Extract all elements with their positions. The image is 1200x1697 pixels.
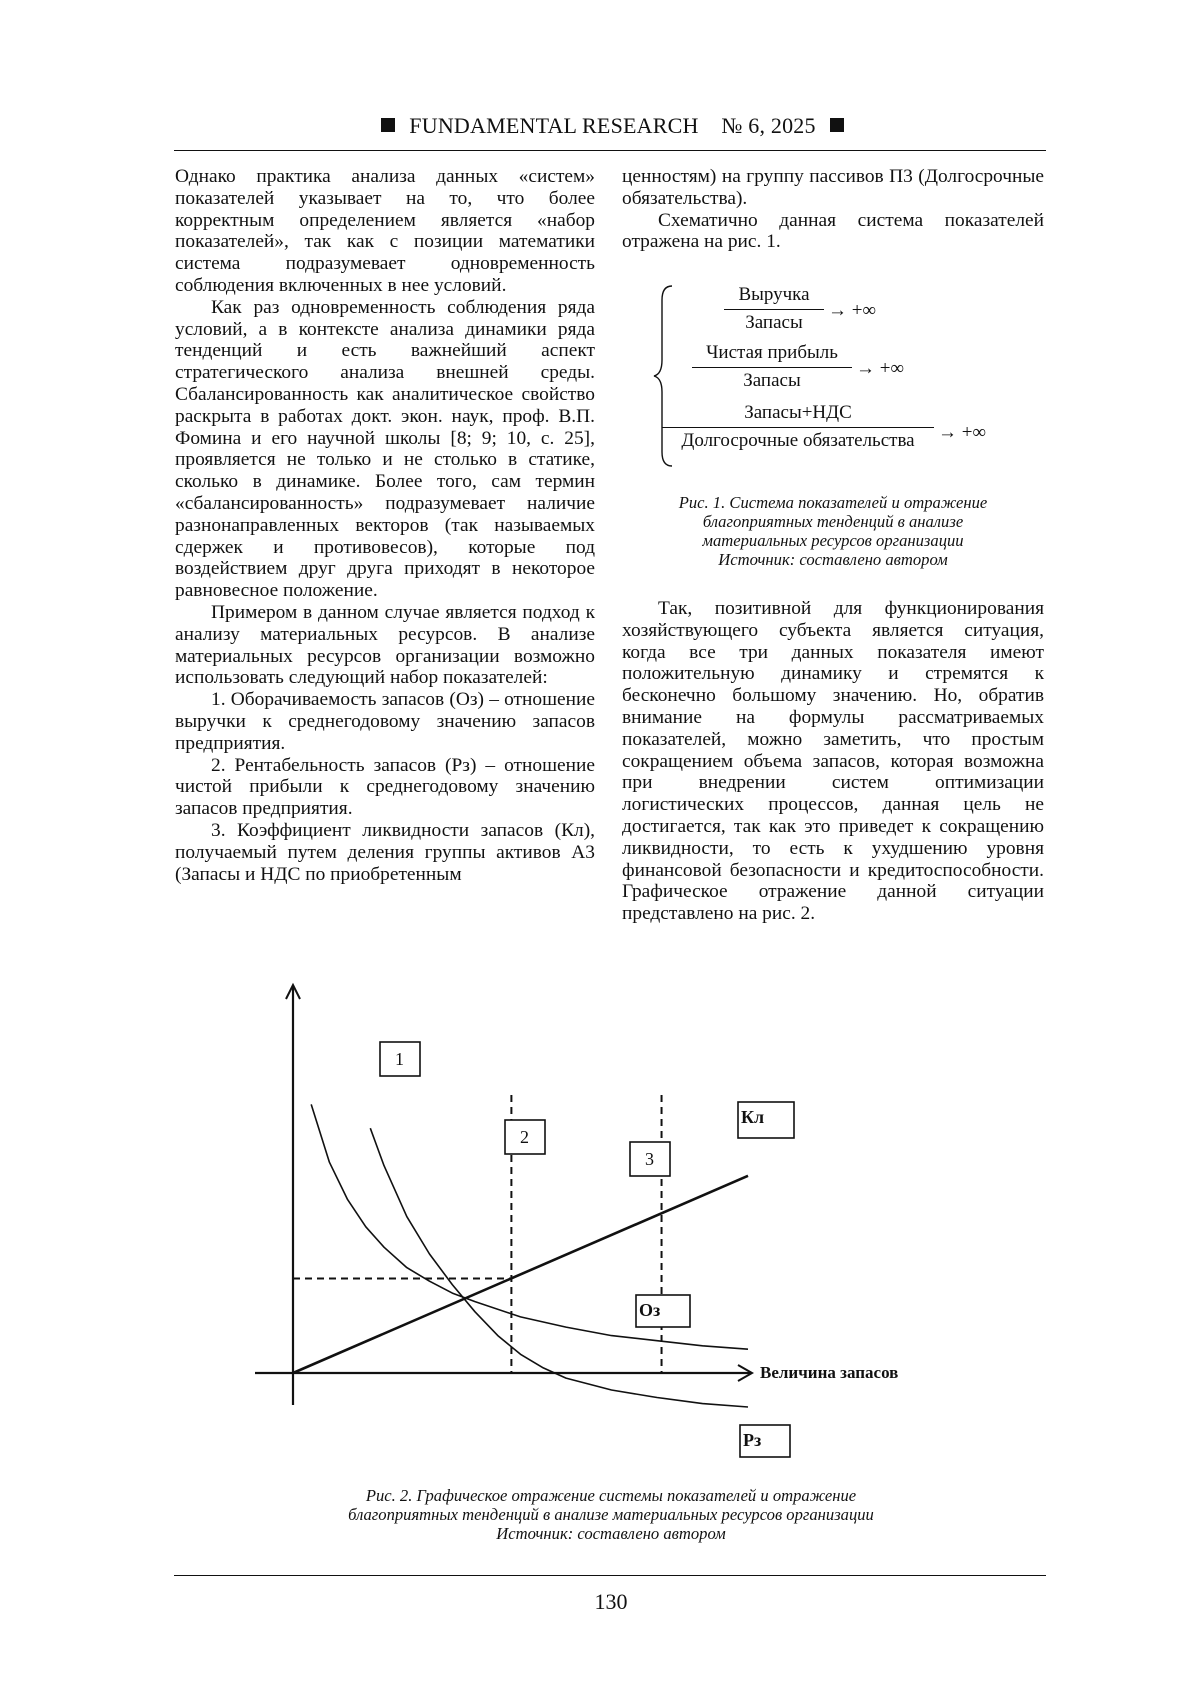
paragraph: Примером в данном случае является подход к анализу материальных ресурсов. В анализе материальных ресурсов организации возможно использовать следующий набор показателей:	[175, 601, 595, 689]
journal-name: FUNDAMENTAL RESEARCH	[409, 113, 699, 138]
paragraph: ценностям) на группу пассивов П3 (Долгосрочные обязательства).	[622, 166, 1044, 209]
series-label: Рз	[743, 1430, 762, 1450]
series-line-Рз	[370, 1128, 748, 1407]
formula-turnover	[724, 284, 824, 334]
header-square-icon	[830, 118, 844, 132]
caption-source: Источник: составлено автором	[496, 1524, 726, 1543]
caption-line: Рис. 1. Система показателей и отражение	[678, 493, 988, 512]
formula-denominator: Запасы	[745, 312, 803, 333]
paragraph: Схематично данная система показателей отражена на рис. 1.	[622, 209, 1044, 253]
caption-line: благоприятных тенденций в анализе материальных ресурсов организации	[348, 1505, 874, 1524]
formula-numerator: Выручка	[738, 284, 810, 305]
left-column	[175, 166, 595, 885]
series-label: Оз	[639, 1300, 661, 1320]
formula-numerator: Запасы+НДС	[744, 402, 852, 423]
right-column-bottom	[622, 598, 1044, 925]
issue-year: 2025	[770, 113, 816, 138]
formula-system	[650, 280, 1030, 470]
list-item: 2. Рентабельность запасов (Рз) – отношение чистой прибыли к среднегодовому значению запасов предприятия.	[175, 754, 595, 820]
figure2-chart	[230, 975, 990, 1475]
running-header	[175, 113, 1050, 145]
series-label: Кл	[741, 1107, 765, 1127]
formula-liquidity	[662, 402, 934, 452]
list-item: 1. Оборачиваемость запасов (Оз) – отношение выручки к среднегодовому значению запасов предприятия.	[175, 689, 595, 754]
chart-svg	[230, 975, 990, 1475]
right-column-top	[622, 166, 1044, 253]
page-number: 130	[594, 1589, 628, 1614]
formula-denominator: Запасы	[743, 370, 801, 391]
caption-line: Рис. 2. Графическое отражение системы показателей и отражение	[365, 1486, 857, 1505]
paragraph: Однако практика анализа данных «систем» показателей указывает на то, что более корректным определением является «набор показателей», так как с позиции математики система подразумевает одновременность соблюдения включенных в нее условий.	[175, 166, 595, 296]
zone-label: 3	[645, 1149, 654, 1169]
header-rule	[174, 150, 1046, 151]
zone-label: 1	[395, 1049, 404, 1069]
limit-arrow: → +∞	[856, 358, 905, 379]
caption-line: благоприятных тенденций в анализе	[702, 512, 964, 531]
fraction-bar	[662, 427, 934, 428]
fraction-bar	[692, 367, 852, 368]
fraction-bar	[724, 309, 824, 310]
paragraph: Как раз одновременность соблюдения ряда условий, а в контексте анализа динамики ряда тенденций и есть важнейший аспект стратегического анализа внешней среды. Сбалансированность как аналитическое свойство раскрыта в работах докт. экон. наук, проф. В.П. Фомина и его научной школы [8; 9; 10, с. 25], проявляется не только и не столько в статике, сколько в динамике. Более того, сам термин «сбалансированность» подразумевает наличие разнонаправленных векторов (так называемых сдержек и противовесов), которые под воздействием друг друга приходят в некоторое равновесное положение.	[175, 296, 595, 602]
figure2-caption	[175, 1486, 1047, 1543]
list-item: 3. Коэффициент ликвидности запасов (Кл), получаемый путем деления группы активов А3 (Запасы и НДС по приобретенным	[175, 819, 595, 885]
zone-label: 2	[520, 1127, 529, 1147]
caption-source: Источник: составлено автором	[718, 550, 948, 569]
caption-line: материальных ресурсов организации	[702, 531, 964, 550]
formula-denominator: Долгосрочные обязательства	[681, 430, 915, 451]
limit-arrow: → +∞	[938, 422, 987, 443]
x-axis-label: Величина запасов	[760, 1363, 899, 1382]
formula-numerator: Чистая прибыль	[706, 342, 838, 363]
paragraph: Так, позитивной для функционирования хозяйствующего субъекта является ситуация, когда все три данных показателя имеют положительную динамику и стремятся к бесконечно большому значению. Но, обратив внимание на формулы рассматриваемых показателей, можно заметить, что простым сокращением объема запасов, которая возможна при внедрении систем оптимизации логистических процессов, данная цель не достигается, так как это приведет к сокращению ликвидности, то есть к ухудшению уровня финансовой безопасности и кредитоспособности. Графическое отражение данной ситуации представлено на рис. 2.	[622, 598, 1044, 925]
header-square-icon	[381, 118, 395, 132]
footer-rule	[174, 1575, 1046, 1576]
issue-number: № 6,	[721, 113, 766, 138]
limit-arrow: → +∞	[828, 300, 877, 321]
figure1-caption	[622, 493, 1044, 569]
formula-profitability	[692, 342, 852, 392]
